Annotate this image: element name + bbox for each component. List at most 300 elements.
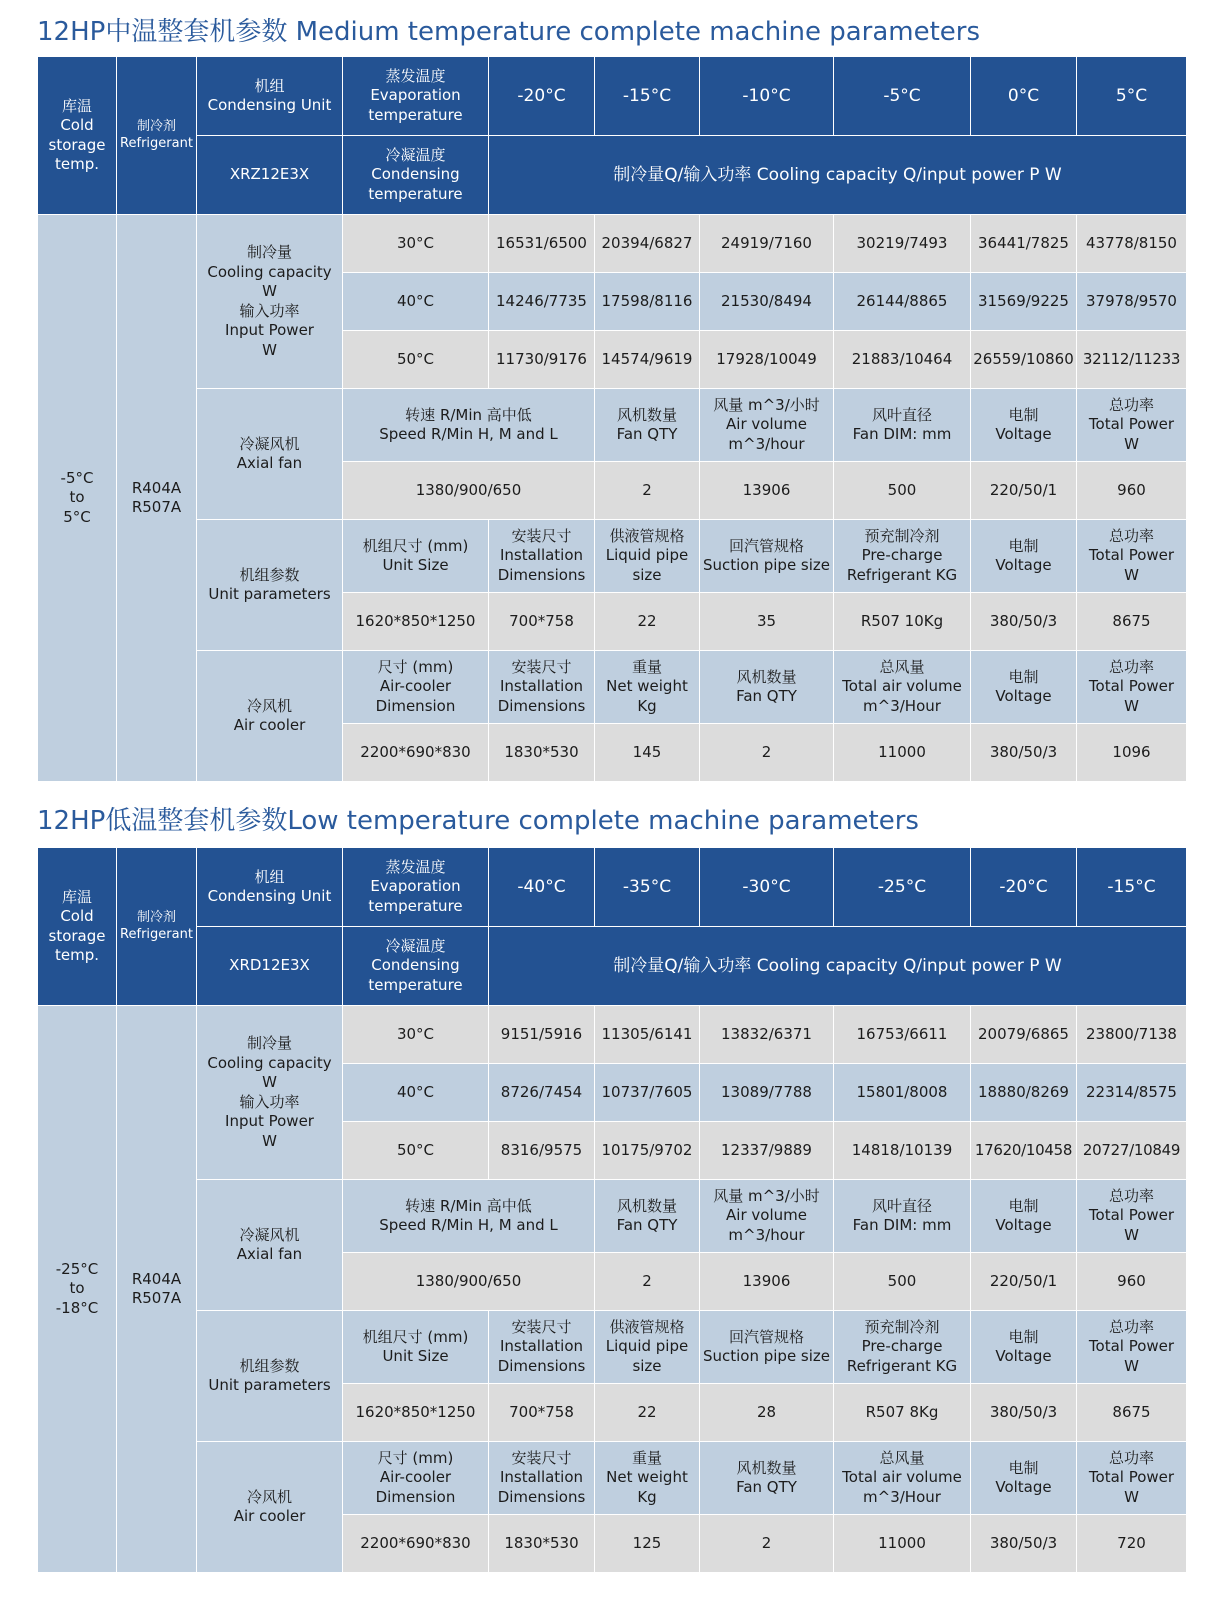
cell-line: 机组尺寸 (mm) [362,536,469,555]
cell-line: 总风量 [879,657,925,676]
evap-temp-header [343,848,489,927]
unit-header [1077,1311,1187,1384]
section-title-medium: 12HP中温整套机参数 Medium temperature complete machine parameters [37,17,981,47]
evap-temp: -40°C [489,848,595,927]
cell-line: Dimension [375,696,456,715]
refrigerant-header [117,848,197,1006]
cell-line: R404A [131,1269,182,1288]
cell-line: -25°C [55,1259,99,1278]
capacity-cell: 21883/10464 [834,331,971,389]
cell-line: Condensing Unit [207,96,332,114]
unit-header [595,1311,700,1384]
cell-line: Unit parameters [208,1376,331,1394]
storage-temp-value [38,1006,117,1573]
unit-value: R507 8Kg [834,1384,971,1442]
capacity-cell: 14818/10139 [834,1122,971,1180]
cell-line: W [1124,696,1139,715]
cell-line: 供液管规格 [609,526,685,545]
fan-value: 500 [834,1253,971,1311]
cell-line: -18°C [55,1298,99,1317]
cell-line: Condensing Unit [207,887,332,905]
fan-label [197,389,343,520]
capacity-cell: 14574/9619 [595,331,700,389]
cell-line: Cooling capacity [207,262,332,281]
cell-line: 冷凝温度 [385,145,446,164]
cell-line: 电制 [1008,536,1039,555]
cell-line: 重量 [631,657,662,676]
cell-line: 供液管规格 [609,1317,685,1336]
cell-line: Total air volume [842,677,962,696]
capacity-cell: 14246/7735 [489,273,595,331]
fan-value: 960 [1077,1253,1187,1311]
cell-line: 安装尺寸 [511,1448,572,1467]
unit-header [197,848,343,927]
cond-temp: 30°C [343,1006,489,1064]
cell-line: Voltage [995,1478,1052,1496]
cell-line: Air cooler [233,716,306,734]
evap-temp: -20°C [489,57,595,136]
unit-header [595,520,700,593]
cell-line: to [69,1279,85,1298]
fan-value: 220/50/1 [971,1253,1077,1311]
cell-line: 风机数量 [616,1196,677,1215]
unit-header [197,57,343,136]
cell-line: W [1124,434,1139,453]
cell-line: Liquid pipe [605,546,689,565]
cell-line: Total air volume [842,1468,962,1487]
fan-header [700,1180,834,1253]
cell-line: 电制 [1008,405,1039,424]
capacity-cell: 16753/6611 [834,1006,971,1064]
cell-line: 风机数量 [736,667,797,686]
fan-header [834,389,971,462]
fan-header [834,1180,971,1253]
cell-line: temperature [368,184,463,203]
cooler-value: 1830*530 [489,724,595,782]
capacity-cell: 23800/7138 [1077,1006,1187,1064]
cell-line: 5°C [63,507,91,526]
cell-line: 风叶直径 [871,1196,932,1215]
capacity-cell: 17620/10458 [971,1122,1077,1180]
cell-line: Voltage [995,556,1052,574]
cell-line: Installation [499,677,584,696]
cell-line: 蒸发温度 [385,857,446,876]
cell-line: 制冷剂 [136,118,176,134]
refrigerant-value [117,1006,197,1573]
fan-header [700,389,834,462]
cooler-header [971,1442,1077,1515]
unit-header [343,1311,489,1384]
refrigerant-value [117,215,197,782]
unit-value: 700*758 [489,1384,595,1442]
cell-line: Input Power [225,1112,314,1130]
cell-line: Liquid pipe [605,1337,689,1356]
cond-temp: 50°C [343,1122,489,1180]
cooler-header [1077,651,1187,724]
cell-line: 冷凝温度 [385,936,446,955]
fan-header [971,389,1077,462]
capacity-cell: 10175/9702 [595,1122,700,1180]
capacity-cell: 26559/10860 [971,331,1077,389]
cell-line: R404A [131,478,182,497]
cell-line: temperature [368,105,463,124]
cell-line: 库温 [61,96,92,115]
cond-temp: 40°C [343,273,489,331]
cell-line: 电制 [1008,667,1039,686]
cell-line: m^3/hour [728,434,805,453]
cell-line: storage [48,135,106,154]
cond-temp-header [343,927,489,1006]
cell-line: W [1124,1356,1139,1375]
cell-line: Fan QTY [616,1216,678,1234]
section-title-low: 12HP低温整套机参数Low temperature complete machine parameters [37,806,919,836]
model-name: XRZ12E3X [197,136,343,215]
cell-line: Refrigerant [120,135,193,151]
cooler-header [489,651,595,724]
cell-line: 安装尺寸 [511,657,572,676]
capacity-cell: 30219/7493 [834,215,971,273]
fan-header [971,1180,1077,1253]
unit-header [700,520,834,593]
cell-line: W [262,1073,277,1091]
unit-header [700,1311,834,1384]
cell-line: Suction pipe size [702,1347,831,1365]
cooler-value: 380/50/3 [971,724,1077,782]
unit-header [834,520,971,593]
cooler-value: 1096 [1077,724,1187,782]
cell-line: 电制 [1008,1458,1039,1477]
evap-temp: -10°C [700,57,834,136]
cell-line: W [262,282,277,300]
fan-header [595,1180,700,1253]
cell-line: storage [48,926,106,945]
unit-value: 22 [595,1384,700,1442]
cell-line: Cooling capacity [207,1053,332,1072]
cell-line: 安装尺寸 [511,526,572,545]
cooler-value: 2 [700,724,834,782]
cooler-value: 380/50/3 [971,1515,1077,1573]
capacity-cell: 18880/8269 [971,1064,1077,1122]
unit-value: 1620*850*1250 [343,1384,489,1442]
cell-line: Air-cooler [379,677,452,696]
cooler-header [489,1442,595,1515]
unit-header [1077,520,1187,593]
storage-temp-value [38,215,117,782]
cell-line: Air cooler [233,1507,306,1525]
cell-line: 冷风机 [246,696,292,715]
fan-label [197,1180,343,1311]
cond-temp: 30°C [343,215,489,273]
cell-line: Voltage [995,1216,1052,1234]
cell-line: 总风量 [879,1448,925,1467]
capacity-cell: 15801/8008 [834,1064,971,1122]
unit-header [343,520,489,593]
capacity-cell: 26144/8865 [834,273,971,331]
refrigerant-header [117,57,197,215]
cell-line: 制冷量 [246,1034,292,1052]
cooler-value: 720 [1077,1515,1187,1573]
cell-line: Air-cooler [379,1468,452,1487]
cooler-value: 2200*690*830 [343,1515,489,1573]
cell-line: Axial fan [236,1245,303,1263]
cooler-value: 11000 [834,724,971,782]
cell-line: Dimensions [497,1356,586,1375]
cell-line: 总功率 [1108,1317,1154,1336]
cooler-value: 145 [595,724,700,782]
cell-line: Unit Size [382,556,449,574]
cell-line: Fan DIM: mm [852,1216,952,1234]
cell-line: Refrigerant KG [846,1356,958,1375]
cell-line: temp. [54,946,99,964]
cooler-header [343,1442,489,1515]
cell-line: Cold [60,116,94,134]
cell-line: 风量 m^3/小时 [713,395,820,414]
capacity-cell: 11305/6141 [595,1006,700,1064]
capacity-cell: 20727/10849 [1077,1122,1187,1180]
capacity-cell: 24919/7160 [700,215,834,273]
cell-line: 电制 [1008,1196,1039,1215]
cell-line: 回汽管规格 [728,1327,804,1346]
cell-line: to [69,488,85,507]
cell-line: W [1124,565,1139,584]
cond-temp: 40°C [343,1064,489,1122]
fan-header [343,1180,595,1253]
cell-line: 预充制冷剂 [864,526,940,545]
fan-value: 2 [595,1253,700,1311]
fan-value: 500 [834,462,971,520]
cell-line: W [262,340,277,359]
cell-line: 库温 [61,887,92,906]
fan-header [343,389,595,462]
cell-line: 风机数量 [616,405,677,424]
cell-line: Suction pipe size [702,556,831,574]
capacity-cell: 32112/11233 [1077,331,1187,389]
cell-line: 输入功率 [239,301,300,320]
unit-params-label [197,1311,343,1442]
cell-line: Total Power [1088,1468,1175,1487]
cell-line: Dimensions [497,696,586,715]
capacity-cell: 8316/9575 [489,1122,595,1180]
cell-line: 尺寸 (mm) [377,1448,454,1467]
cooler-header [700,651,834,724]
air-cooler-label [197,1442,343,1573]
cell-line: 机组 [254,76,285,95]
unit-value: 8675 [1077,1384,1187,1442]
cooler-header [595,651,700,724]
cell-line: Evaporation [370,877,461,896]
capacity-cell: 11730/9176 [489,331,595,389]
cell-line: 机组参数 [239,1356,300,1375]
cell-line: Voltage [995,425,1052,443]
cell-line: 安装尺寸 [511,1317,572,1336]
evap-temp-header [343,57,489,136]
cell-line: -5°C [60,468,94,487]
evap-temp: -5°C [834,57,971,136]
evap-temp: 5°C [1077,57,1187,136]
air-cooler-label [197,651,343,782]
cell-line: Kg [637,696,657,715]
cell-line: m^3/Hour [863,696,941,715]
fan-header [1077,389,1187,462]
unit-value: 35 [700,593,834,651]
unit-value: 1620*850*1250 [343,593,489,651]
cell-line: 机组尺寸 (mm) [362,1327,469,1346]
cell-line: 总功率 [1108,526,1154,545]
capacity-cell: 16531/6500 [489,215,595,273]
evap-temp: -25°C [834,848,971,927]
spec-table-medium [37,56,1187,782]
fan-value: 1380/900/650 [343,462,595,520]
unit-header [834,1311,971,1384]
fan-value: 2 [595,462,700,520]
capacity-label [197,1006,343,1180]
capacity-cell: 21530/8494 [700,273,834,331]
cell-line: size [632,1356,662,1375]
fan-header [1077,1180,1187,1253]
unit-value: R507 10Kg [834,593,971,651]
cell-line: Dimension [375,1487,456,1506]
evap-temp: 0°C [971,57,1077,136]
cell-line: Voltage [995,687,1052,705]
cell-line: temperature [368,975,463,994]
storage-temp-header [38,848,117,1006]
cooler-header [834,1442,971,1515]
unit-params-label [197,520,343,651]
cell-line: Total Power [1088,546,1175,565]
cooler-value: 11000 [834,1515,971,1573]
cell-line: Voltage [995,1347,1052,1365]
cell-line: 风量 m^3/小时 [713,1186,820,1205]
cell-line: 转速 R/Min 高中低 [405,1196,532,1215]
cell-line: Unit Size [382,1347,449,1365]
fan-value: 220/50/1 [971,462,1077,520]
capacity-label [197,215,343,389]
unit-header [489,520,595,593]
fan-header [595,389,700,462]
cell-line: Installation [499,1468,584,1487]
cell-line: Net weight [606,1468,688,1487]
unit-header [971,1311,1077,1384]
cell-line: 预充制冷剂 [864,1317,940,1336]
cooler-value: 1830*530 [489,1515,595,1573]
cell-line: Total Power [1088,1337,1175,1356]
cell-line: Axial fan [236,454,303,472]
capacity-cell: 8726/7454 [489,1064,595,1122]
evap-temp: -35°C [595,848,700,927]
cell-line: Speed R/Min H, M and L [379,425,558,443]
cell-line: 输入功率 [239,1092,300,1111]
capacity-cell: 20394/6827 [595,215,700,273]
cell-line: Input Power [225,321,314,339]
cell-line: temperature [368,896,463,915]
cell-line: 尺寸 (mm) [377,657,454,676]
cooler-header [971,651,1077,724]
cell-line: Fan DIM: mm [852,425,952,443]
cooler-header [700,1442,834,1515]
capacity-cell: 43778/8150 [1077,215,1187,273]
cell-line: size [632,565,662,584]
cell-line: Pre-charge [861,1337,943,1356]
capacity-cell: 13089/7788 [700,1064,834,1122]
cell-line: 转速 R/Min 高中低 [405,405,532,424]
capacity-cell: 12337/9889 [700,1122,834,1180]
cooler-value: 125 [595,1515,700,1573]
cooler-header [343,651,489,724]
cell-line: Cold [60,907,94,925]
capacity-cell: 17928/10049 [700,331,834,389]
capacity-header: 制冷量Q/输入功率 Cooling capacity Q/input power P W [489,927,1187,1006]
capacity-cell: 13832/6371 [700,1006,834,1064]
cell-line: Evaporation [370,86,461,105]
cell-line: 冷凝风机 [239,1225,300,1244]
cell-line: W [262,1131,277,1150]
cell-line: Refrigerant KG [846,565,958,584]
cell-line: Condensing [371,956,460,975]
storage-temp-header [38,57,117,215]
cell-line: W [1124,1225,1139,1244]
cell-line: temp. [54,155,99,173]
cell-line: 冷凝风机 [239,434,300,453]
cell-line: R507A [131,1289,182,1307]
unit-value: 8675 [1077,593,1187,651]
unit-header [971,520,1077,593]
cell-line: Installation [499,1337,584,1356]
cond-temp: 50°C [343,331,489,389]
evap-temp: -20°C [971,848,1077,927]
unit-value: 28 [700,1384,834,1442]
cell-line: R507A [131,498,182,516]
cell-line: 制冷剂 [136,909,176,925]
cell-line: 风机数量 [736,1458,797,1477]
cond-temp-header [343,136,489,215]
evap-temp: -15°C [595,57,700,136]
cell-line: Pre-charge [861,546,943,565]
cell-line: 重量 [631,1448,662,1467]
cell-line: Fan QTY [616,425,678,443]
capacity-cell: 31569/9225 [971,273,1077,331]
fan-value: 13906 [700,1253,834,1311]
capacity-cell: 17598/8116 [595,273,700,331]
cell-line: Fan QTY [736,687,797,705]
cooler-value: 2200*690*830 [343,724,489,782]
cell-line: Unit parameters [208,585,331,603]
cell-line: m^3/hour [728,1225,805,1244]
model-name: XRD12E3X [197,927,343,1006]
cell-line: Kg [637,1487,657,1506]
cell-line: Net weight [606,677,688,696]
cell-line: 总功率 [1108,657,1154,676]
cell-line: Total Power [1088,1206,1175,1225]
cell-line: 风叶直径 [871,405,932,424]
unit-value: 700*758 [489,593,595,651]
cell-line: Air volume [726,1206,807,1225]
cell-line: 冷风机 [246,1487,292,1506]
capacity-header: 制冷量Q/输入功率 Cooling capacity Q/input power P W [489,136,1187,215]
cell-line: 机组参数 [239,565,300,584]
cell-line: 制冷量 [246,243,292,261]
cooler-header [1077,1442,1187,1515]
cell-line: Dimensions [497,1487,586,1506]
evap-temp: -30°C [700,848,834,927]
unit-value: 380/50/3 [971,593,1077,651]
capacity-cell: 9151/5916 [489,1006,595,1064]
cell-line: Installation [499,546,584,565]
cell-line: 总功率 [1108,1448,1154,1467]
cell-line: 机组 [254,867,285,886]
capacity-cell: 22314/8575 [1077,1064,1187,1122]
evap-temp: -15°C [1077,848,1187,927]
capacity-cell: 10737/7605 [595,1064,700,1122]
